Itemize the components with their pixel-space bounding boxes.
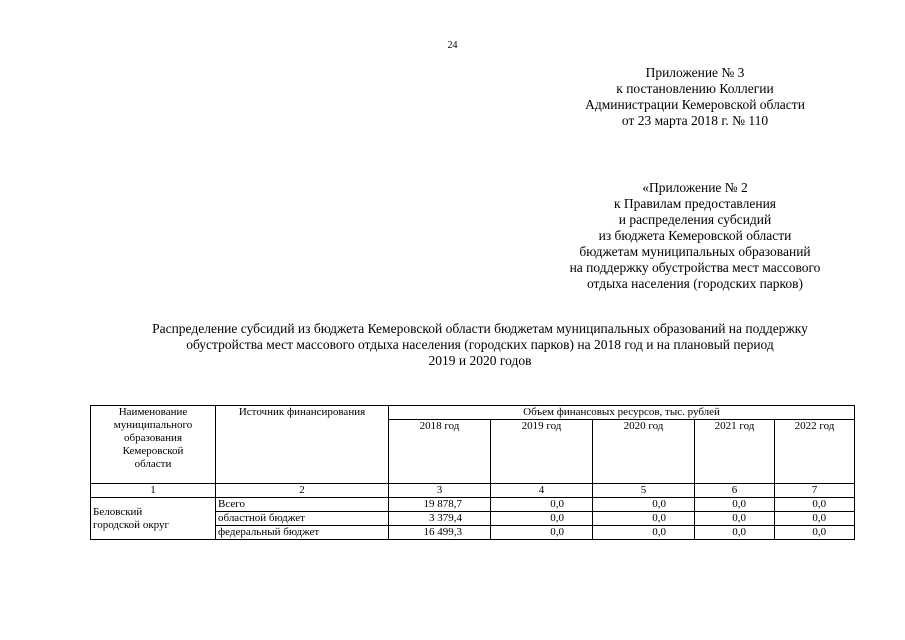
appendix-3-line: Администрации Кемеровской области <box>585 97 805 112</box>
document-title <box>80 321 880 369</box>
header-year: 2018 год <box>389 420 491 484</box>
appendix-2-line: отдыха населения (городских парков) <box>586 276 804 291</box>
column-number: 4 <box>491 484 593 498</box>
table-row <box>91 498 855 512</box>
value-cell: 3 379,4 <box>389 512 491 526</box>
municipality-cell: Беловский городской округ <box>91 498 216 540</box>
source-cell: федеральный бюджет <box>216 526 389 540</box>
column-number: 6 <box>695 484 775 498</box>
value-cell: 0,0 <box>695 498 775 512</box>
header-year: 2020 год <box>593 420 695 484</box>
subsidy-table <box>90 405 855 540</box>
appendix-3-line: к постановлению Коллегии <box>616 81 774 96</box>
appendix-2-line: и распределения субсидий <box>618 212 772 227</box>
source-cell: областной бюджет <box>216 512 389 526</box>
value-cell: 0,0 <box>775 526 855 540</box>
column-number: 3 <box>389 484 491 498</box>
header-volume: Объем финансовых ресурсов, тыс. рублей <box>389 406 855 420</box>
title-line: 2019 и 2020 годов <box>428 353 532 368</box>
appendix-2-line: бюджетам муниципальных образований <box>579 244 811 259</box>
value-cell: 19 878,7 <box>389 498 491 512</box>
appendix-2-header <box>540 180 850 292</box>
value-cell: 0,0 <box>593 512 695 526</box>
appendix-3-header <box>560 65 830 129</box>
appendix-2-line: на поддержку обустройства мест массового <box>569 260 821 275</box>
header-year: 2022 год <box>775 420 855 484</box>
column-number: 2 <box>216 484 389 498</box>
header-row <box>91 406 855 420</box>
column-number: 5 <box>593 484 695 498</box>
appendix-2-line: к Правилам предоставления <box>613 196 777 211</box>
title-line: обустройства мест массового отдыха населения (городских парков) на 2018 год и на плановый период <box>186 337 774 352</box>
value-cell: 0,0 <box>695 526 775 540</box>
column-number-row <box>91 484 855 498</box>
column-number: 1 <box>91 484 216 498</box>
value-cell: 0,0 <box>593 526 695 540</box>
value-cell: 0,0 <box>775 498 855 512</box>
value-cell: 0,0 <box>775 512 855 526</box>
header-source: Источник финансирования <box>216 406 389 484</box>
header-municipality: Наименование муниципального образования Кемеровской области <box>91 406 216 484</box>
value-cell: 0,0 <box>491 498 593 512</box>
value-cell: 0,0 <box>593 498 695 512</box>
appendix-2-line: «Приложение № 2 <box>642 180 748 195</box>
title-line: Распределение субсидий из бюджета Кемеровской области бюджетам муниципальных образований на поддержку <box>152 321 808 336</box>
value-cell: 0,0 <box>695 512 775 526</box>
value-cell: 16 499,3 <box>389 526 491 540</box>
appendix-3-line: Приложение № 3 <box>645 65 745 80</box>
value-cell: 0,0 <box>491 526 593 540</box>
value-cell: 0,0 <box>491 512 593 526</box>
column-number: 7 <box>775 484 855 498</box>
header-year: 2021 год <box>695 420 775 484</box>
header-year: 2019 год <box>491 420 593 484</box>
appendix-2-line: из бюджета Кемеровской области <box>598 228 792 243</box>
appendix-3-line: от 23 марта 2018 г. № 110 <box>621 113 769 128</box>
page-number: 24 <box>447 40 458 51</box>
source-cell: Всего <box>216 498 389 512</box>
